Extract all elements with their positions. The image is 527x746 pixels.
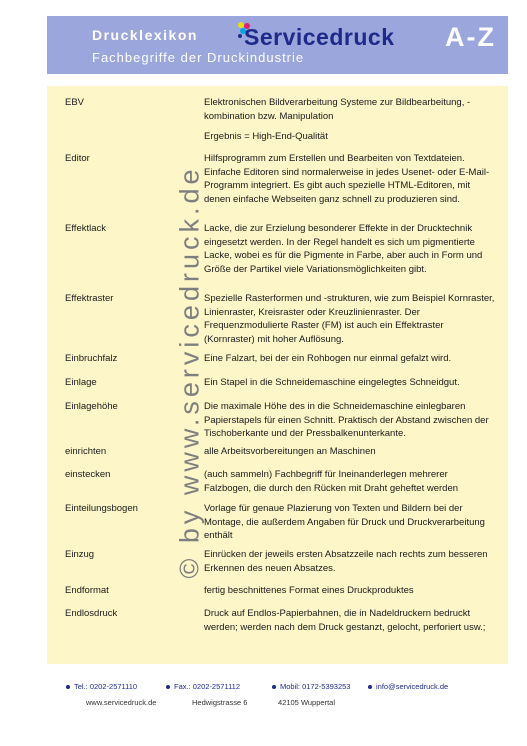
entry-term: Einbruchfalz [65,353,118,364]
watermark-text: © by www.servicedruck.de [174,165,205,579]
header-subtitle: Fachbegriffe der Druckindustrie [92,50,305,65]
definition-text: Eine Falzart, bei der ein Rohbogen nur einmal gefalzt wird. [204,353,452,364]
entry-definition [204,152,496,213]
brand-name: Servicedruck [244,24,395,50]
bullet-icon [368,685,372,689]
entry-term: einrichten [65,446,107,457]
bullet-icon [166,685,170,689]
bullet-icon [272,685,276,689]
entry-term: Endlosdruck [65,608,118,619]
entry-term: Endformat [65,585,109,596]
definition-text: alle Arbeitsvorbereitungen an Maschinen [204,446,376,457]
entry-term: Einlagehöhe [65,401,118,412]
definition-text: Vorlage für genaue Plazierung von Texten und Bildern bei der Montage, die außerdem Angaben für Druck und Druckverarbeitung enthält [204,503,485,541]
footer-fax: Fax.: 0202-2571112 [166,682,240,691]
entry-term: Einteilungsbogen [65,503,138,514]
entry-term: Editor [65,153,90,164]
definition-text: Ergebnis = High-End-Qualität [204,131,328,142]
definition-text: Spezielle Rasterformen und -strukturen, wie zum Beispiel Kornraster, Linienraster, Kreisraster oder Kreuzlinienraster. Der Frequenzmodulierte Raster (FM) ist auch ein Effektraster (Kornraster) mit hoher Auflösung. [204,293,495,345]
definition-text: (auch sammeln) Fachbegriff für Ineinanderlegen mehrerer Falzbogen, die durch den Rücken mit Draht geheftet werden [204,469,459,494]
entry-term: einstecken [65,469,111,480]
entry-definition [204,607,496,641]
entry-term: Einlage [65,377,97,388]
definition-text: Lacke, die zur Erzielung besonderer Effekte in der Drucktechnik eingesetzt werden. In der Regel handelt es sich um pigmentierte Lacke, wobei es für die Pigmente in Farbe, aber auch in Form und Größe der Partikel viele Variationsmöglichkeiten gibt. [204,223,483,275]
definition-text: Hilfsprogramm zum Erstellen und Bearbeiten von Textdateien. Einfache Editoren sind normalerweise in jedes Usenet- oder E-Mail-Programm integriert. Es gibt auch spezielle HTML-Editoren, mit denen einfache Webseiten ganz schnell zu produzieren sind. [204,153,490,205]
footer-city: 42105 Wuppertal [278,698,335,707]
entry-definition [204,548,496,582]
entry-definition [204,584,496,605]
entry-term: EBV [65,97,85,108]
entry-definition [204,222,496,283]
section-letters: A-Z [445,22,496,52]
bullet-icon [66,685,70,689]
header-banner [47,16,508,74]
entry-definition [204,468,496,502]
footer-mobile[interactable]: Mobil: 0172-5393253 [272,682,350,691]
glossary-panel [47,86,508,664]
entry-definition [204,502,496,550]
entry-definition [204,352,496,373]
footer-email-link[interactable]: info@servicedruck.de [368,682,448,691]
definition-text: Elektronischen Bildverarbeitung Systeme zur Bildbearbeitung, -kombination bzw. Manipulation [204,97,471,122]
entry-term: Einzug [65,549,95,560]
entry-definition [204,400,496,448]
entry-term: Effektraster [65,293,114,304]
footer-street: Hedwigstrasse 6 [192,698,248,707]
entry-definition [204,96,496,151]
header-title: Drucklexikon [92,27,198,43]
entry-definition [204,292,496,353]
definition-text: fertig beschnittenes Format eines Druckproduktes [204,585,414,596]
entry-definition [204,376,496,397]
entry-definition [204,445,496,466]
footer-website-link[interactable]: www.servicedruck.de [86,698,157,707]
definition-text: Druck auf Endlos-Papierbahnen, die in Nadeldruckern bedruckt werden; werden nach dem Druck gestanzt, gelocht, perforiert usw.; [204,608,486,633]
entry-term: Effektlack [65,223,107,234]
footer-phone[interactable]: Tel.: 0202-2571110 [66,682,137,691]
definition-text: Ein Stapel in die Schneidemaschine eingelegtes Schneidgut. [204,377,460,388]
definition-text: Einrücken der jeweils ersten Absatzzeile nach rechts zum besseren Erkennen des neuen Absatzes. [204,549,488,574]
definition-text: Die maximale Höhe des in die Schneidemaschine einlegbaren Papierstapels für einen Schnitt. Praktisch der Abstand zwischen der Tischoberkante und der Pressbalkenunterkante. [204,401,489,439]
